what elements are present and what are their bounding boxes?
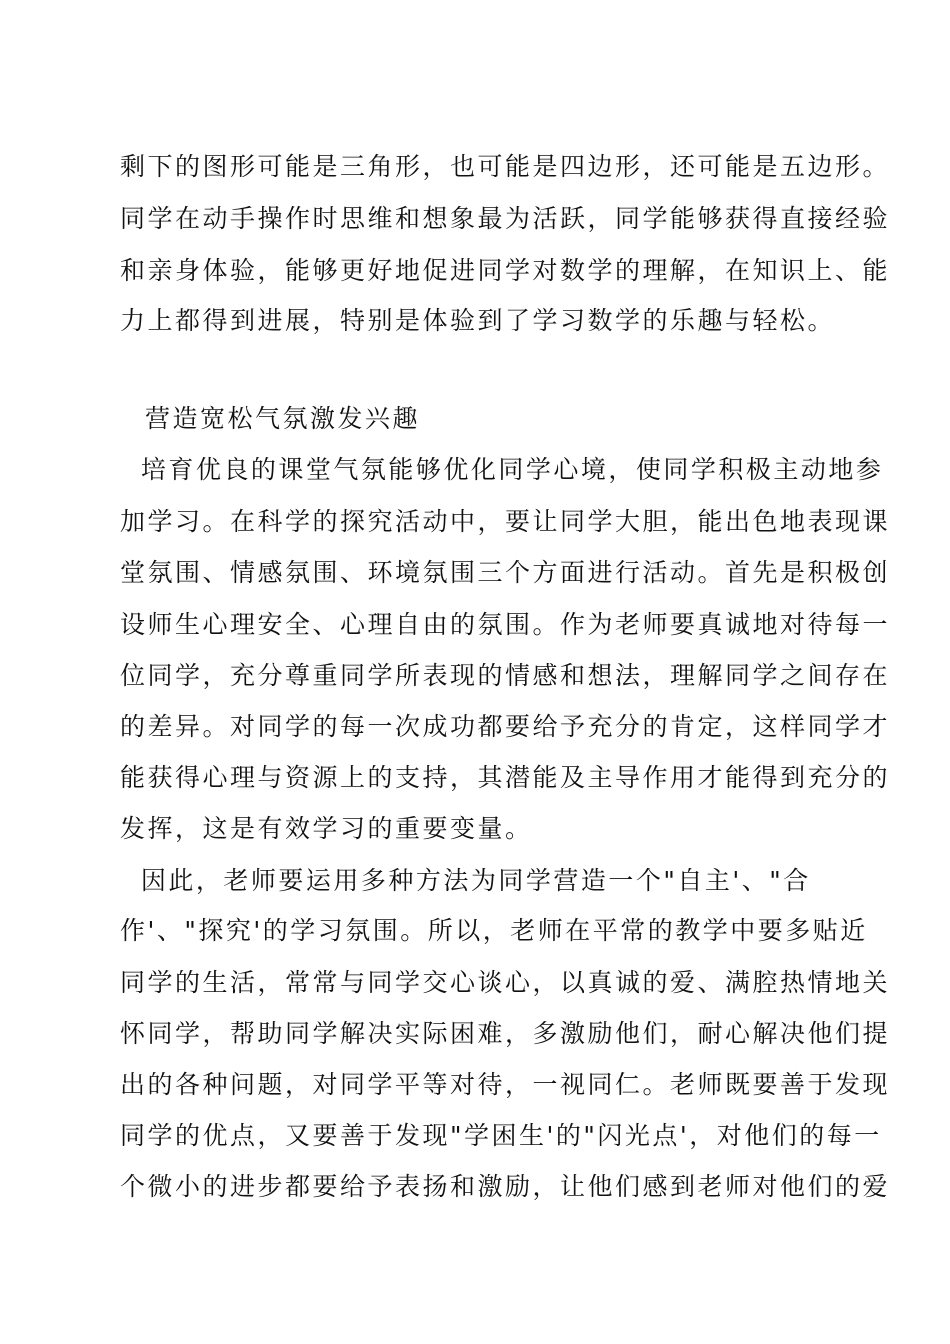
paragraph-line: 位同学，充分尊重同学所表现的情感和想法，理解同学之间存在 xyxy=(120,661,891,690)
paragraph-line: 作'、"探究'的学习氛围。所以，老师在平常的教学中要多贴近 xyxy=(120,916,868,945)
paragraph-line: 发挥，这是有效学习的重要变量。 xyxy=(120,814,533,843)
paragraph-line: 和亲身体验，能够更好地促进同学对数学的理解，在知识上、能 xyxy=(120,256,891,285)
paragraph-line: 同学的优点，又要善于发现"学困生'的"闪光点'，对他们的每一 xyxy=(120,1121,882,1150)
paragraph-line: 剩下的图形可能是三角形，也可能是四边形，还可能是五边形。 xyxy=(120,152,891,181)
paragraph-line: 同学的生活，常常与同学交心谈心，以真诚的爱、满腔热情地关 xyxy=(120,968,891,997)
paragraph-line: 怀同学，帮助同学解决实际困难，多激励他们，耐心解决他们提 xyxy=(120,1019,891,1048)
paragraph-line: 同学在动手操作时思维和想象最为活跃，同学能够获得直接经验 xyxy=(120,204,891,233)
paragraph-line: 个微小的进步都要给予表扬和激励，让他们感到老师对他们的爱 xyxy=(120,1172,891,1201)
paragraph-line: 培育优良的课堂气氛能够优化同学心境，使同学积极主动地参 xyxy=(120,455,884,484)
section-heading: 营造宽松气氛激发兴趣 xyxy=(145,404,421,433)
paragraph-line: 力上都得到进展，特别是体验到了学习数学的乐趣与轻松。 xyxy=(120,306,836,335)
paragraph-line: 因此，老师要运用多种方法为同学营造一个"自主'、"合 xyxy=(120,866,811,895)
paragraph-line: 堂氛围、情感氛围、环境氛围三个方面进行活动。首先是积极创 xyxy=(120,558,891,587)
paragraph-line: 设师生心理安全、心理自由的氛围。作为老师要真诚地对待每一 xyxy=(120,610,891,639)
paragraph-line: 能获得心理与资源上的支持，其潜能及主导作用才能得到充分的 xyxy=(120,763,891,792)
paragraph-line: 加学习。在科学的探究活动中，要让同学大胆，能出色地表现课 xyxy=(120,507,891,536)
paragraph-line: 的差异。对同学的每一次成功都要给予充分的肯定，这样同学才 xyxy=(120,712,891,741)
paragraph-line: 出的各种问题，对同学平等对待，一视同仁。老师既要善于发现 xyxy=(120,1070,891,1099)
